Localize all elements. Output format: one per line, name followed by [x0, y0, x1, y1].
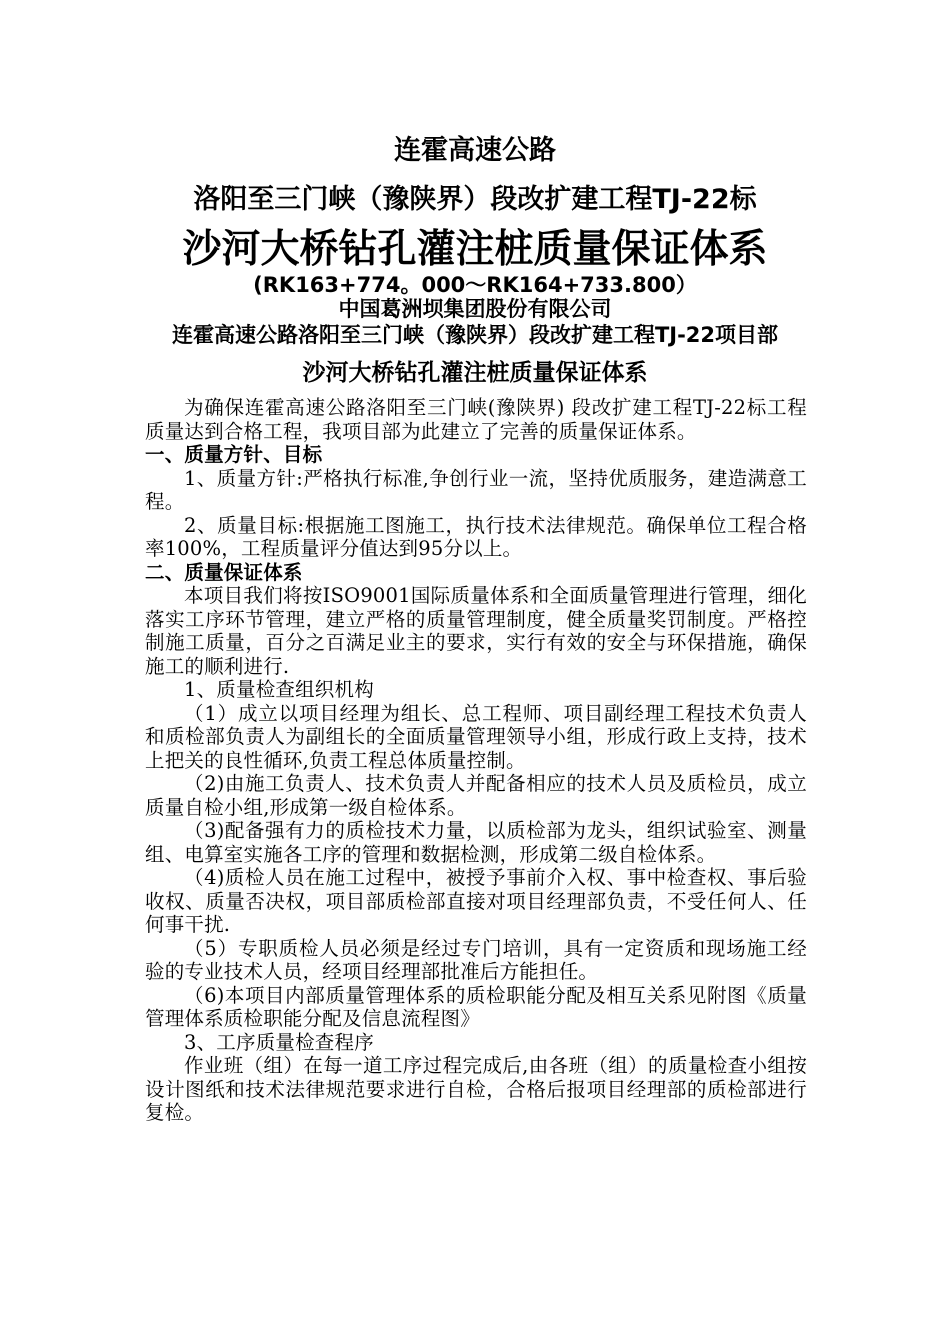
title-line-1: 连霍高速公路 [394, 135, 556, 166]
paragraph-quality-goal: 2、质量目标:根据施工图施工，执行技术法律规范。确保单位工程合格率100%，工程质量评分值达到95分以上。 [145, 513, 807, 560]
heading-quality-system: 二、质量保证体系 [145, 560, 303, 584]
section-title: 沙河大桥钻孔灌注桩质量保证体系 [302, 360, 648, 386]
paragraph-quality-policy: 1、质量方针:严格执行标准,争创行业一流，坚持优质服务，建造满意工程。 [145, 466, 807, 513]
paragraph-item-4: （4)质检人员在施工过程中，被授予事前介入权、事中检查权、事后验收权、质量否决权，项目部质检部直接对项目经理部负责，不受任何人、任何事干扰. [145, 866, 807, 936]
main-title: 沙河大桥钻孔灌注桩质量保证体系 [182, 227, 768, 272]
paragraph-item-3: （3)配备强有力的质检技术力量，以质检部为龙头，组织试验室、测量组、电算室实施各工序的管理和数据检测，形成第二级自检体系。 [145, 819, 807, 866]
paragraph-item-1: （1）成立以项目经理为组长、总工程师、项目副经理工程技术负责人和质检部负责人为副组长的全面质量管理领导小组，形成行政上支持，技术上把关的良性循环,负责工程总体质量控制。 [145, 701, 807, 772]
chainage-range: (RK163+774。000～RK164+733.800） [253, 273, 697, 297]
project-department: 连霍高速公路洛阳至三门峡（豫陕界）段改扩建工程TJ-22项目部 [171, 323, 779, 347]
company-name: 中国葛洲坝集团股份有限公司 [338, 297, 612, 321]
paragraph-org-heading: 1、质量检查组织机构 [184, 678, 374, 701]
intro-paragraph: 为确保连霍高速公路洛阳至三门峡(豫陕界) 段改扩建工程TJ-22标工程质量达到合格工程，我项目部为此建立了完善的质量保证体系。 [145, 396, 807, 443]
paragraph-item-5: （5）专职质检人员必须是经过专门培训，具有一定资质和现场施工经验的专业技术人员，经项目经理部批准后方能担任。 [145, 936, 807, 983]
paragraph-item-6: （6)本项目内部质量管理体系的质检职能分配及相互关系见附图《质量管理体系质检职能分配及信息流程图》 [145, 983, 807, 1030]
paragraph-item-2: （2)由施工负责人、技术负责人并配备相应的技术人员及质检员，成立质量自检小组,形成第一级自检体系。 [145, 772, 807, 819]
title-line-2: 洛阳至三门峡（豫陕界）段改扩建工程TJ-22标 [193, 184, 757, 215]
paragraph-procedure: 作业班（组）在每一道工序过程完成后,由各班（组）的质量检查小组按设计图纸和技术法律规范要求进行自检，合格后报项目经理部的质检部进行复检。 [145, 1054, 807, 1124]
document-body [145, 396, 807, 1125]
paragraph-iso9001: 本项目我们将按ISO9001国际质量体系和全面质量管理进行管理，细化落实工序环节管理，建立严格的质量管理制度，健全质量奖罚制度。严格控制施工质量，百分之百满足业主的要求，实行有效的安全与环保措施，确保施工的顺利进行. [145, 584, 807, 678]
heading-quality-policy: 一、质量方针、目标 [145, 443, 323, 466]
paragraph-procedure-heading: 3、工序质量检查程序 [184, 1030, 374, 1054]
